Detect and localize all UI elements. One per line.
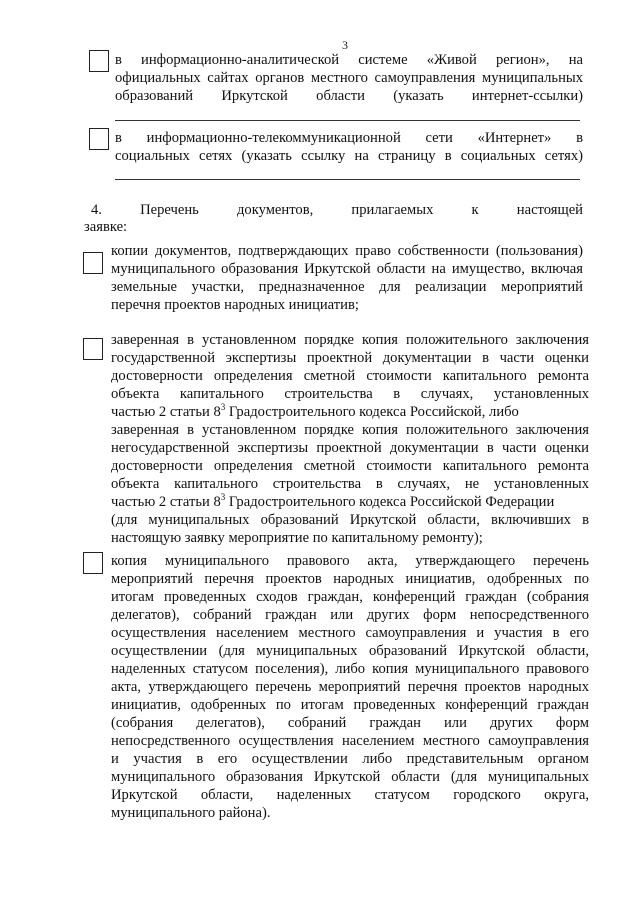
option-internet-checkbox[interactable]	[89, 128, 109, 150]
section-4-heading-cont: заявке:	[84, 219, 128, 235]
text-line: осуществлении (для муниципальных образований Иркутской области,	[111, 643, 589, 659]
doc-legal-act-checkbox[interactable]	[83, 552, 103, 574]
text-line: (для муниципальных образований Иркутской области, включивших в	[111, 512, 589, 528]
text-line: в информационно-аналитической системе «Живой регион», на	[115, 52, 583, 68]
text-line: и участия в его осуществлении либо представительным органом	[111, 751, 589, 767]
text-line: земельные участки, предназначенное для реализации мероприятий	[111, 279, 583, 295]
text-line: непосредственного осуществления населением местного самоуправления	[111, 733, 589, 749]
text-line: заверенная в установленном порядке копия положительного заключения	[111, 332, 589, 348]
text-line: перечня проектов народных инициатив;	[111, 297, 359, 313]
text-line: муниципального образования Иркутской области (для муниципальных	[111, 769, 589, 785]
text-line: достоверности определения сметной стоимости капитального ремонта	[111, 458, 589, 474]
text-line: осуществления населением местного самоуправления и участия в его	[111, 625, 589, 641]
text-line: копия муниципального правового акта, утверждающего перечень	[111, 553, 589, 569]
superscript: 3	[220, 492, 226, 502]
option-living-region-checkbox[interactable]	[89, 50, 109, 72]
section-4-heading: 4. Перечень документов, прилагаемых к настоящей	[91, 202, 583, 218]
text-line: итогам проведенных сходов граждан, конференций граждан (собрания	[111, 589, 589, 605]
text-line: достоверности определения сметной стоимости капитального ремонта	[111, 368, 589, 384]
text-line: акта, утверждающего перечень мероприятий перечня проектов народных	[111, 679, 589, 695]
text-line: негосударственной экспертизы проектной документации в части оценки	[111, 440, 589, 456]
text-line: частью 2 статьи $8^3$ Градостроительного кодекса Российской, либо	[111, 402, 519, 420]
text-line: муниципального образования Иркутской области на имущество, включая	[111, 261, 583, 277]
text-line: (собрания делегатов), собраний граждан или других форм	[111, 715, 589, 731]
text-line: в информационно-телекоммуникационной сети «Интернет» в	[115, 130, 583, 146]
text-line: Иркутской области, наделенных статусом городского округа,	[111, 787, 589, 803]
text-line: частью 2 статьи $8^3$ Градостроительного кодекса Российской Федерации	[111, 492, 555, 510]
text-line: социальных сетях (указать ссылку на страницу в социальных сетях)	[115, 148, 583, 164]
text-line: объекта капитального строительства в случаях, не установленных	[111, 476, 589, 492]
doc-expertise-checkbox[interactable]	[83, 338, 103, 360]
text-line: официальных сайтах органов местного самоуправления муниципальных	[115, 70, 583, 86]
text-line: инициатив, одобренных по итогам проведенных конференций граждан	[111, 697, 589, 713]
text-line: делегатов), собраний граждан или других форм непосредственного	[111, 607, 589, 623]
doc-ownership-checkbox[interactable]	[83, 252, 103, 274]
text-line: образований Иркутской области (указать интернет-ссылки)	[115, 88, 583, 104]
text-line: заверенная в установленном порядке копия положительного заключения	[111, 422, 589, 438]
page-number: 3	[342, 38, 348, 52]
social-link-input-line[interactable]	[115, 179, 580, 180]
text-line: муниципального района).	[111, 805, 271, 821]
text-line: наделенных статусом поселения), либо копия муниципального правового	[111, 661, 589, 677]
text-line: мероприятий перечня проектов народных инициатив, одобренных по	[111, 571, 589, 587]
internet-links-input-line[interactable]	[115, 120, 580, 121]
text-line: объекта капитального строительства в случаях, установленных	[111, 386, 589, 402]
superscript: 3	[220, 402, 226, 412]
text-line: копии документов, подтверждающих право собственности (пользования)	[111, 243, 583, 259]
text-line: настоящую заявку мероприятие по капитальному ремонту);	[111, 530, 483, 546]
text-line: государственной экспертизы проектной документации в части оценки	[111, 350, 589, 366]
